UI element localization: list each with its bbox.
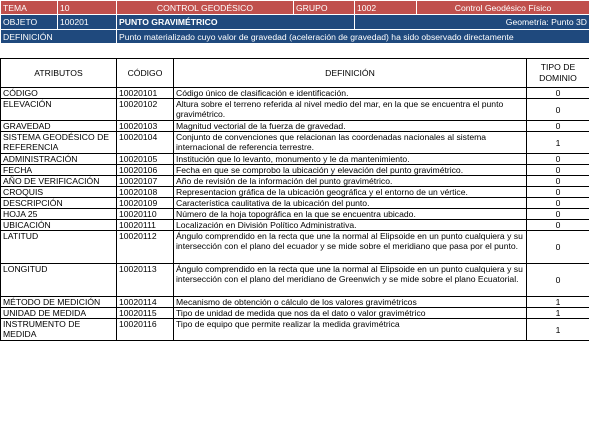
attribute-definition: Característica caulitativa de la ubicación del punto. — [174, 198, 527, 209]
table-row — [1, 132, 589, 154]
attribute-name: DESCRIPCIÓN — [1, 198, 117, 209]
table-row — [1, 319, 589, 341]
attribute-definition: Tipo de equipo que permite realizar la medida gravimétrica — [174, 319, 527, 341]
attribute-name: HOJA 25 — [1, 209, 117, 220]
attribute-code: 10020114 — [117, 297, 174, 308]
attribute-domain: 0 — [527, 154, 589, 165]
table-row — [1, 198, 589, 209]
table-row — [1, 209, 589, 220]
attribute-code: 10020112 — [117, 231, 174, 264]
geometria: Geometría: Punto 3D — [355, 15, 589, 30]
table-row — [1, 297, 589, 308]
attribute-definition: Fecha en que se comprobo la ubicación y elevación del punto gravimétrico. — [174, 165, 527, 176]
tema-label: TEMA — [1, 1, 58, 15]
attribute-domain: 0 — [527, 264, 589, 297]
col-definicion: DEFINICIÓN — [174, 59, 527, 88]
attributes-table — [0, 58, 589, 341]
attribute-code: 10020101 — [117, 88, 174, 99]
attribute-domain: 1 — [527, 297, 589, 308]
attribute-domain: 0 — [527, 231, 589, 264]
col-atributos: ATRIBUTOS — [1, 59, 117, 88]
attribute-name: AÑO DE VERIFICACIÓN — [1, 176, 117, 187]
attribute-name: FECHA — [1, 165, 117, 176]
attribute-domain: 0 — [527, 121, 589, 132]
col-dominio: TIPO DE DOMINIO — [527, 59, 589, 88]
attribute-code: 10020102 — [117, 99, 174, 121]
header-row-definicion — [1, 30, 589, 44]
table-row — [1, 231, 589, 264]
table-row — [1, 176, 589, 187]
control-name: CONTROL GEODÉSICO — [117, 1, 294, 15]
attribute-domain: 0 — [527, 165, 589, 176]
col-codigo: CÓDIGO — [117, 59, 174, 88]
table-row — [1, 220, 589, 231]
table-row — [1, 121, 589, 132]
definicion-label: DEFINICIÓN — [1, 30, 117, 44]
attribute-code: 10020109 — [117, 198, 174, 209]
attribute-name: CÓDIGO — [1, 88, 117, 99]
attributes-body — [1, 88, 589, 341]
attribute-definition: Altura sobre el terreno referida al nivel medio del mar, en la que se encuentra el punto gravimétrico. — [174, 99, 527, 121]
control-type: Control Geodésico Físico — [417, 1, 589, 15]
attribute-definition: Número de la hoja topográfica en la que se encuentra ubicado. — [174, 209, 527, 220]
attribute-domain: 1 — [527, 319, 589, 341]
attribute-code: 10020113 — [117, 264, 174, 297]
attribute-code: 10020110 — [117, 209, 174, 220]
attribute-definition: Año de revisión de la información del punto gravimétrico. — [174, 176, 527, 187]
attribute-definition: Mecanismo de obtención o cálculo de los valores gravimétricos — [174, 297, 527, 308]
objeto-name: PUNTO GRAVIMÉTRICO — [117, 15, 355, 30]
definicion-text: Punto materializado cuyo valor de gravedad (aceleración de gravedad) ha sido observado directamente — [117, 30, 589, 44]
attribute-code: 10020106 — [117, 165, 174, 176]
attribute-name: LONGITUD — [1, 264, 117, 297]
attribute-domain: 0 — [527, 176, 589, 187]
attribute-domain: 0 — [527, 220, 589, 231]
attribute-definition: Conjunto de convenciones que relacionan las coordenadas nacionales al sistema internacional de referencia terrestre. — [174, 132, 527, 154]
tema-value: 10 — [58, 1, 117, 15]
attribute-code: 10020111 — [117, 220, 174, 231]
attribute-code: 10020105 — [117, 154, 174, 165]
attribute-name: ELEVACIÓN — [1, 99, 117, 121]
table-row — [1, 308, 589, 319]
attribute-definition: Ángulo comprendido en la recta que une la normal al Elipsoide en un punto cualquiera y su intersección con el plano del ecuador y se mide sobre el meridiano que pasa por el punto. — [174, 231, 527, 264]
attribute-name: ADMINISTRACIÓN — [1, 154, 117, 165]
attribute-name: MÉTODO DE MEDICIÓN — [1, 297, 117, 308]
table-row — [1, 165, 589, 176]
table-row — [1, 88, 589, 99]
attribute-definition: Localización en División Político Administrativa. — [174, 220, 527, 231]
attribute-code: 10020108 — [117, 187, 174, 198]
attribute-domain: 0 — [527, 88, 589, 99]
attribute-name: CROQUIS — [1, 187, 117, 198]
attribute-code: 10020104 — [117, 132, 174, 154]
attributes-header-row — [1, 59, 589, 88]
header-table — [0, 0, 589, 44]
attribute-definition: Institución que lo levanto, monumento y le da mantenimiento. — [174, 154, 527, 165]
objeto-value: 100201 — [58, 15, 117, 30]
grupo-value: 1002 — [355, 1, 417, 15]
attribute-definition: Tipo de unidad de medida que nos da el dato o valor gravimétrico — [174, 308, 527, 319]
objeto-label: OBJETO — [1, 15, 58, 30]
attribute-name: UNIDAD DE MEDIDA — [1, 308, 117, 319]
attribute-name: UBICACIÓN — [1, 220, 117, 231]
attribute-domain: 0 — [527, 209, 589, 220]
attribute-definition: Ángulo comprendido en la recta que une la normal al Elipsoide en un punto cualquiera y su intersección con el plano del meridiano de Greenwich y se mide sobre el plano Ecuatorial. — [174, 264, 527, 297]
header-row-objeto — [1, 15, 589, 30]
attribute-name: LATITUD — [1, 231, 117, 264]
attribute-code: 10020115 — [117, 308, 174, 319]
attribute-code: 10020107 — [117, 176, 174, 187]
table-row — [1, 264, 589, 297]
attribute-code: 10020103 — [117, 121, 174, 132]
attribute-definition: Código único de clasificación e identificación. — [174, 88, 527, 99]
grupo-label: GRUPO — [294, 1, 355, 15]
attribute-name: GRAVEDAD — [1, 121, 117, 132]
attribute-domain: 1 — [527, 132, 589, 154]
attribute-code: 10020116 — [117, 319, 174, 341]
attribute-domain: 0 — [527, 198, 589, 209]
table-row — [1, 154, 589, 165]
header-row-tema — [1, 1, 589, 15]
attribute-name: INSTRUMENTO DE MEDIDA — [1, 319, 117, 341]
attribute-domain: 0 — [527, 99, 589, 121]
attribute-domain: 1 — [527, 308, 589, 319]
table-row — [1, 99, 589, 121]
attribute-name: SISTEMA GEODÉSICO DE REFERENCIA — [1, 132, 117, 154]
attribute-definition: Representacion gráfica de la ubicación geográfica y el entorno de un vértice. — [174, 187, 527, 198]
attribute-domain: 0 — [527, 187, 589, 198]
table-row — [1, 187, 589, 198]
attribute-definition: Magnitud vectorial de la fuerza de gravedad. — [174, 121, 527, 132]
